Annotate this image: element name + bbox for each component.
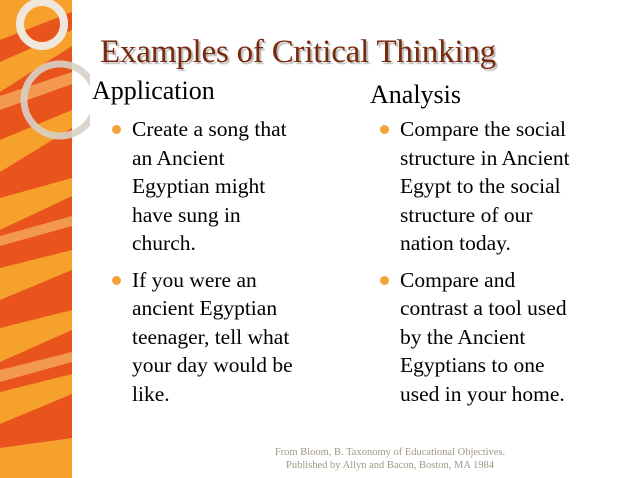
- list-item: Compare and contrast a tool used by the Ancient Egyptians to one used in your home.: [378, 266, 633, 409]
- list-item: If you were an ancient Egyptian teenager, tell what your day would be like.: [110, 266, 350, 409]
- list-item: Create a song that an Ancient Egyptian might have sung in church.: [110, 115, 350, 258]
- list-item: Compare the social structure in Ancient Egypt to the social structure of our nation today.: [378, 115, 633, 258]
- analysis-list: [378, 115, 633, 416]
- bullet-icon: [112, 125, 121, 134]
- slide-title: Examples of Critical Thinking: [100, 34, 496, 70]
- analysis-heading: Analysis: [370, 80, 461, 109]
- footnote-line: Published by Allyn and Bacon, Boston, MA 1984: [286, 460, 494, 471]
- bullet-icon: [112, 276, 121, 285]
- footnote-line: From Bloom, B. Taxonomy of Educational Objectives.: [274, 447, 506, 458]
- application-list: [110, 115, 350, 416]
- application-heading: Application: [92, 76, 215, 105]
- bullet-icon: [380, 125, 389, 134]
- decorative-ring-icon: [0, 0, 90, 200]
- source-footnote: [230, 446, 550, 472]
- bullet-icon: [380, 276, 389, 285]
